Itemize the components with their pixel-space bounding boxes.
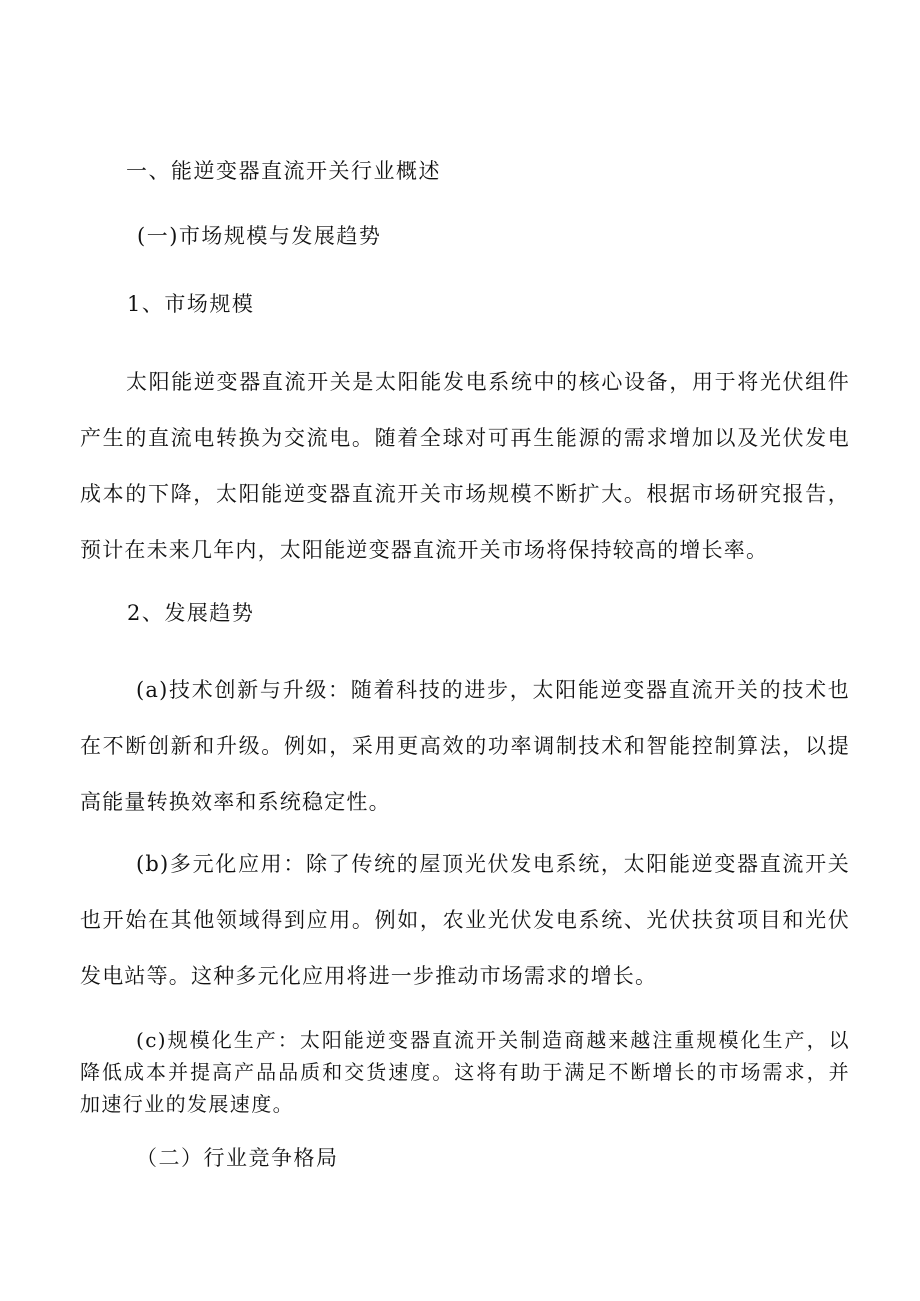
section-heading: 一、能逆变器直流开关行业概述 xyxy=(126,159,441,183)
subsection-heading: (一)市场规模与发展趋势 xyxy=(137,224,382,248)
subsubsection-heading-market-size: 1、市场规模 xyxy=(127,292,255,316)
paragraph-trend-c: (c)规模化生产：太阳能逆变器直流开关制造商越来越注重规模化生产，以降低成本并提高产品品质和交货速度。这将有助于满足不断增长的市场需求，并加速行业的发展速度。 xyxy=(80,1028,850,1116)
paragraph-trend-a: (a)技术创新与升级：随着科技的进步，太阳能逆变器直流开关的技术也在不断创新和升级。例如，采用更高效的功率调制技术和智能控制算法，以提高能量转换效率和系统稳定性。 xyxy=(80,678,850,814)
paragraph-trend-b: (b)多元化应用：除了传统的屋顶光伏发电系统，太阳能逆变器直流开关也开始在其他领域得到应用。例如，农业光伏发电系统、光伏扶贫项目和光伏发电站等。这种多元化应用将进一步推动市场需求的增长。 xyxy=(80,852,850,988)
subsubsection-heading-trends: 2、发展趋势 xyxy=(127,601,255,625)
subsection-heading-competition: （二）行业竞争格局 xyxy=(136,1146,339,1170)
paragraph-market-size: 太阳能逆变器直流开关是太阳能发电系统中的核心设备，用于将光伏组件产生的直流电转换为交流电。随着全球对可再生能源的需求增加以及光伏发电成本的下降，太阳能逆变器直流开关市场规模不断扩大。根据市场研究报告，预计在未来几年内，太阳能逆变器直流开关市场将保持较高的增长率。 xyxy=(80,370,850,562)
